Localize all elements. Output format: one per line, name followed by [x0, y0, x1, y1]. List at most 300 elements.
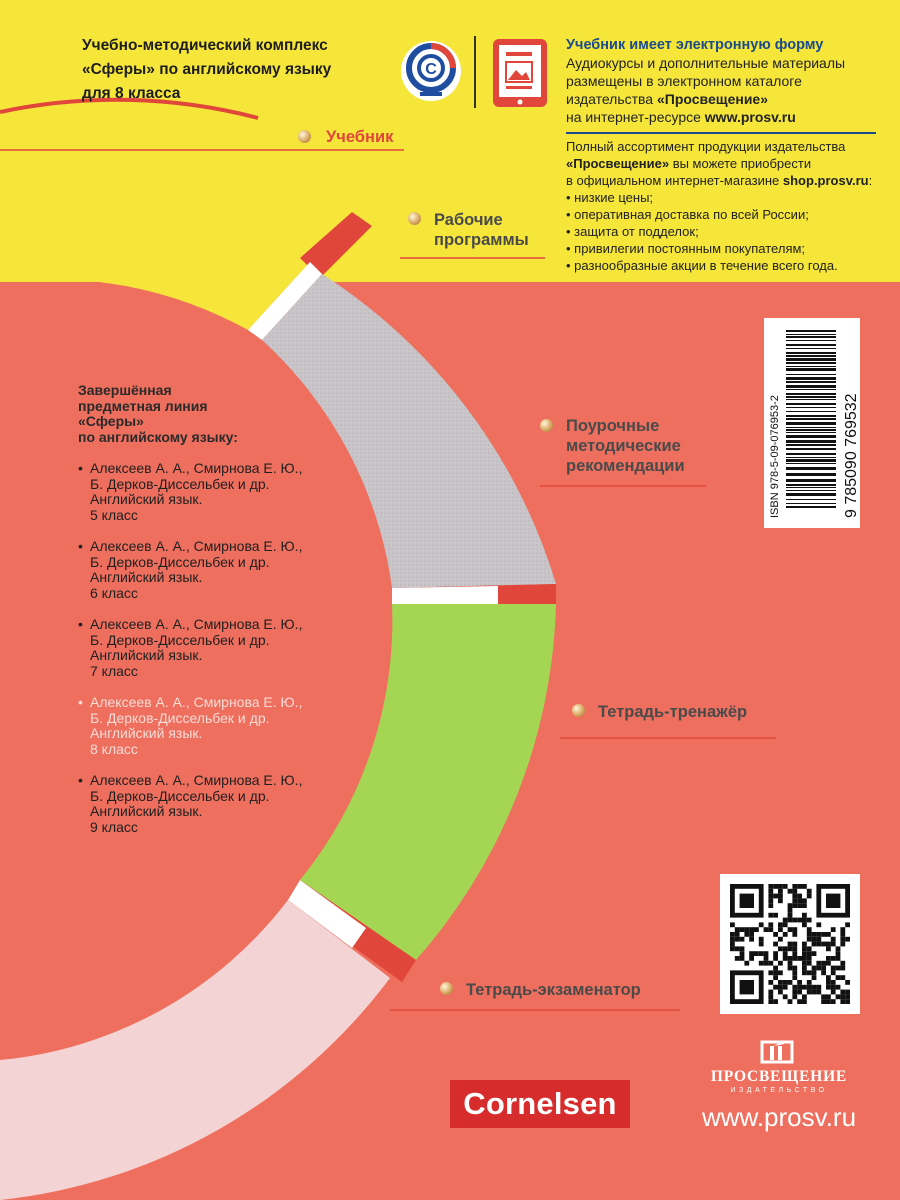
qr-cell — [831, 999, 836, 1004]
barcode-bar — [786, 374, 836, 375]
barcode-bar — [786, 467, 836, 470]
barcode-bar — [786, 336, 836, 338]
barcode-bar — [786, 366, 836, 367]
label-programs-line1: Рабочие — [434, 211, 503, 229]
qr-cell — [773, 999, 778, 1004]
qr-cell — [840, 990, 845, 995]
electronic-line2: размещены в электронном каталоге — [566, 73, 802, 89]
qr-cell — [831, 980, 836, 985]
qr-cell — [821, 966, 826, 971]
qr-cell — [821, 999, 826, 1004]
kit-title-line1: Учебно-методический комплекс — [82, 37, 328, 54]
qr-cell — [759, 937, 764, 942]
qr-cell — [836, 946, 841, 951]
shop-benefit: • низкие цены; — [566, 189, 896, 206]
qr-cell — [754, 951, 759, 956]
bullet-dot-icon — [408, 212, 421, 225]
barcode-bar — [786, 355, 836, 357]
qr-cell — [807, 956, 812, 961]
qr-cell — [764, 927, 769, 932]
qr-cell — [773, 951, 778, 956]
qr-cell — [792, 898, 797, 903]
qr-cell — [802, 985, 807, 990]
series-title-line1: Завершённая — [78, 382, 172, 398]
electronic-line4-prefix: на интернет-ресурсе — [566, 109, 705, 125]
electronic-url[interactable]: www.prosv.ru — [704, 109, 796, 125]
qr-cell — [797, 903, 802, 908]
shop-url[interactable]: shop.prosv.ru — [782, 173, 869, 188]
barcode-bar — [786, 473, 836, 476]
qr-cell — [831, 970, 836, 975]
white-gap-2 — [392, 586, 498, 604]
qr-cell — [773, 932, 778, 937]
qr-cell — [816, 937, 821, 942]
qr-cell — [812, 970, 817, 975]
info-divider — [566, 132, 876, 134]
barcode-bar — [786, 411, 836, 412]
barcode-bar — [786, 415, 836, 417]
barcode-bar — [786, 368, 836, 371]
barcode-bar — [786, 499, 836, 500]
book-authors: • Алексеев А. А., Смирнова Е. Ю., — [90, 772, 303, 788]
qr-cell — [735, 932, 740, 937]
qr-cell — [797, 990, 802, 995]
qr-cell — [836, 951, 841, 956]
barcode-bar — [786, 403, 836, 405]
qr-cell — [797, 956, 802, 961]
qr-cell — [788, 946, 793, 951]
qr-cell — [812, 937, 817, 942]
qr-cell — [768, 898, 773, 903]
barcode-bar — [786, 490, 836, 491]
electronic-form-info — [566, 36, 886, 126]
qr-cell — [821, 994, 826, 999]
book-subject: Английский язык. — [90, 491, 203, 507]
book-authors-2: Б. Дерков-Диссельбек и др. — [90, 475, 270, 492]
qr-cell — [759, 951, 764, 956]
kit-title-line2: «Сферы» по английскому языку — [82, 61, 332, 78]
isbn-digits: 9 785090 769532 — [843, 393, 860, 518]
svg-text:С: С — [425, 61, 437, 78]
qr-cell — [735, 927, 740, 932]
qr-cell — [840, 966, 845, 971]
barcode-bar — [786, 399, 836, 400]
qr-cell — [807, 980, 812, 985]
barcode-bar — [786, 479, 836, 482]
qr-cell — [802, 942, 807, 947]
qr-cell — [730, 946, 735, 951]
qr-cell — [826, 975, 831, 980]
isbn-text: ISBN 978-5-09-076953-2 — [769, 395, 781, 518]
qr-cell — [773, 970, 778, 975]
qr-finder — [826, 894, 840, 908]
qr-cell — [836, 985, 841, 990]
qr-cell — [749, 951, 754, 956]
series-title-line2: предметная линия — [78, 397, 208, 414]
qr-cell — [797, 985, 802, 990]
bullet-dot-icon — [298, 130, 311, 143]
qr-cell — [807, 970, 812, 975]
qr-cell — [821, 932, 826, 937]
book-authors-2: Б. Дерков-Диссельбек и др. — [90, 553, 270, 570]
qr-cell — [788, 913, 793, 918]
qr-code[interactable] — [720, 874, 860, 1014]
qr-cell — [826, 956, 831, 961]
qr-cell — [783, 985, 788, 990]
qr-cell — [816, 990, 821, 995]
barcode-bar — [786, 457, 836, 458]
qr-cell — [807, 961, 812, 966]
qr-cell — [845, 994, 850, 999]
qr-cell — [802, 951, 807, 956]
qr-cell — [778, 894, 783, 899]
qr-cell — [826, 985, 831, 990]
book-grade: 9 класс — [90, 818, 138, 835]
qr-cell — [744, 927, 749, 932]
qr-cell — [797, 898, 802, 903]
qr-cell — [816, 966, 821, 971]
electronic-form-title: Учебник имеет электронную форму — [566, 37, 824, 53]
barcode-bar — [786, 432, 836, 433]
qr-cell — [768, 990, 773, 995]
book-grade: 8 класс — [90, 740, 138, 757]
qr-cell — [778, 884, 783, 889]
qr-cell — [792, 970, 797, 975]
qr-cell — [783, 922, 788, 927]
qr-cell — [744, 961, 749, 966]
qr-cell — [778, 898, 783, 903]
barcode-bar — [786, 503, 836, 504]
qr-cell — [773, 975, 778, 980]
book-authors: • Алексеев А. А., Смирнова Е. Ю., — [90, 460, 303, 476]
electronic-publisher-name: «Просвещение» — [657, 91, 768, 107]
qr-cell — [826, 932, 831, 937]
barcode-bar — [786, 330, 836, 332]
qr-cell — [792, 966, 797, 971]
qr-cell — [792, 985, 797, 990]
qr-cell — [754, 927, 759, 932]
qr-cell — [730, 937, 735, 942]
qr-cell — [845, 922, 850, 927]
barcode-bar — [786, 459, 836, 462]
qr-cell — [840, 927, 845, 932]
qr-cell — [840, 999, 845, 1004]
barcode-bar — [786, 435, 836, 438]
qr-cell — [773, 985, 778, 990]
isbn-barcode — [764, 318, 860, 528]
qr-cell — [792, 903, 797, 908]
qr-cell — [792, 884, 797, 889]
qr-cell — [802, 918, 807, 923]
qr-cell — [812, 942, 817, 947]
shop-line1: Полный ассортимент продукции издательства — [566, 139, 846, 154]
header-divider — [474, 36, 476, 108]
qr-cell — [831, 990, 836, 995]
shop-info — [566, 138, 896, 274]
book-grade: 5 класс — [90, 506, 138, 523]
qr-cell — [845, 980, 850, 985]
barcode-bar — [786, 440, 836, 443]
barcode-bar — [786, 358, 836, 361]
publisher-name: ПРОСВЕЩЕНИЕ — [710, 1068, 848, 1085]
label-programs — [434, 210, 529, 250]
segment-examiner — [0, 900, 390, 1200]
book-authors: • Алексеев А. А., Смирнова Е. Ю., — [90, 616, 303, 632]
qr-cell — [749, 956, 754, 961]
qr-cell — [821, 961, 826, 966]
qr-cell — [797, 918, 802, 923]
qr-cell — [778, 970, 783, 975]
qr-cell — [802, 994, 807, 999]
qr-cell — [735, 956, 740, 961]
shop-benefit: • защита от подделок; — [566, 223, 896, 240]
qr-cell — [768, 913, 773, 918]
publisher-url[interactable]: www.prosv.ru — [701, 1102, 857, 1132]
qr-cell — [730, 942, 735, 947]
qr-cell — [783, 884, 788, 889]
qr-cell — [749, 937, 754, 942]
barcode-bar — [786, 348, 836, 349]
shop-line2-rest: вы можете приобрести — [669, 156, 812, 171]
qr-cell — [836, 966, 841, 971]
qr-cell — [807, 894, 812, 899]
label-recommendations-line1: Поурочные — [566, 417, 660, 435]
qr-cell — [788, 980, 793, 985]
qr-finder — [740, 980, 754, 994]
shop-benefits-list — [566, 189, 896, 274]
qr-cell — [807, 946, 812, 951]
qr-cell — [778, 946, 783, 951]
qr-cell — [768, 994, 773, 999]
qr-cell — [783, 946, 788, 951]
qr-cell — [759, 922, 764, 927]
qr-cell — [792, 894, 797, 899]
qr-cell — [816, 922, 821, 927]
qr-cell — [802, 903, 807, 908]
barcode-bar — [786, 407, 836, 408]
kit-title-line3: для 8 класса — [82, 85, 181, 102]
qr-cell — [826, 946, 831, 951]
barcode-bar — [786, 340, 836, 341]
barcode-bar — [786, 453, 836, 455]
shop-line3-suffix: : — [868, 173, 873, 188]
qr-cell — [826, 994, 831, 999]
shop-line3-prefix: в официальном интернет-магазине — [566, 173, 783, 188]
qr-cell — [807, 927, 812, 932]
qr-cell — [826, 942, 831, 947]
qr-cell — [826, 980, 831, 985]
qr-cell — [797, 894, 802, 899]
qr-cell — [816, 942, 821, 947]
label-recommendations-line2: методические — [566, 437, 681, 455]
qr-cell — [792, 927, 797, 932]
book-grade: 7 класс — [90, 662, 138, 679]
qr-cell — [768, 961, 773, 966]
qr-cell — [768, 970, 773, 975]
qr-cell — [802, 956, 807, 961]
book-subject: Английский язык. — [90, 569, 203, 585]
qr-cell — [831, 927, 836, 932]
qr-cell — [807, 918, 812, 923]
book-authors-2: Б. Дерков-Диссельбек и др. — [90, 709, 270, 726]
qr-cell — [788, 908, 793, 913]
barcode-bar — [786, 389, 836, 390]
qr-cell — [768, 999, 773, 1004]
qr-cell — [802, 884, 807, 889]
book-grade: 6 класс — [90, 584, 138, 601]
qr-cell — [768, 903, 773, 908]
bullet-dot-icon — [440, 982, 453, 995]
label-examiner: Тетрадь-экзаменатор — [466, 981, 641, 999]
qr-cell — [802, 961, 807, 966]
qr-cell — [797, 980, 802, 985]
qr-cell — [797, 999, 802, 1004]
qr-cell — [792, 975, 797, 980]
barcode-bar — [786, 429, 836, 431]
qr-cell — [812, 932, 817, 937]
tablet-icon — [492, 38, 548, 108]
qr-cell — [764, 956, 769, 961]
qr-cell — [826, 961, 831, 966]
qr-cell — [740, 937, 745, 942]
barcode-bar — [786, 334, 836, 335]
qr-cell — [816, 985, 821, 990]
qr-cell — [788, 918, 793, 923]
qr-cell — [792, 951, 797, 956]
qr-cell — [740, 946, 745, 951]
qr-cell — [840, 942, 845, 947]
qr-cell — [768, 894, 773, 899]
barcode-bar — [786, 396, 836, 398]
qr-cell — [792, 946, 797, 951]
barcode-bar — [786, 381, 836, 383]
qr-cell — [768, 980, 773, 985]
qr-cell — [826, 999, 831, 1004]
qr-cell — [840, 932, 845, 937]
book-authors-2: Б. Дерков-Диссельбек и др. — [90, 787, 270, 804]
electronic-line1: Аудиокурсы и дополнительные материалы — [566, 55, 846, 71]
electronic-line4 — [566, 108, 886, 126]
qr-cell — [807, 951, 812, 956]
barcode-bar — [786, 484, 836, 486]
qr-cell — [768, 922, 773, 927]
series-title — [78, 383, 378, 445]
qr-cell — [788, 966, 793, 971]
qr-cell — [783, 918, 788, 923]
qr-cell — [845, 999, 850, 1004]
barcode-bar — [786, 487, 836, 488]
series-book-8 — [78, 695, 378, 757]
barcode-bar — [786, 344, 836, 346]
qr-cell — [764, 961, 769, 966]
qr-cell — [759, 942, 764, 947]
qr-cell — [836, 975, 841, 980]
qr-cell — [740, 951, 745, 956]
barcode-bar — [786, 352, 836, 354]
qr-cell — [807, 889, 812, 894]
barcode-bar — [786, 385, 836, 388]
qr-cell — [744, 932, 749, 937]
qr-cell — [773, 894, 778, 899]
qr-cell — [816, 961, 821, 966]
spheres-logo-icon — [398, 38, 464, 104]
label-trainer: Тетрадь-тренажёр — [598, 703, 748, 721]
barcode-bar — [786, 377, 836, 380]
qr-cell — [812, 966, 817, 971]
qr-cell — [831, 942, 836, 947]
barcode-bar — [786, 422, 836, 425]
barcode-bar — [786, 362, 836, 364]
qr-cell — [788, 999, 793, 1004]
series-title-line3: «Сферы» — [78, 413, 144, 429]
publisher-subtitle: ИЗДАТЕЛЬСТВО — [730, 1087, 828, 1094]
label-recommendations-line3: рекомендации — [566, 457, 685, 475]
qr-cell — [802, 922, 807, 927]
qr-cell — [768, 884, 773, 889]
qr-cell — [788, 961, 793, 966]
label-recommendations — [566, 416, 685, 476]
qr-cell — [759, 961, 764, 966]
label-programs-line2: программы — [434, 231, 529, 249]
qr-cell — [812, 990, 817, 995]
shop-benefit: • разнообразные акции в течение всего года. — [566, 257, 896, 274]
qr-cell — [783, 994, 788, 999]
qr-cell — [778, 990, 783, 995]
qr-cell — [807, 937, 812, 942]
qr-cell — [821, 970, 826, 975]
qr-code-icon — [720, 874, 860, 1014]
qr-cell — [778, 980, 783, 985]
shop-benefit: • оперативная доставка по всей России; — [566, 206, 896, 223]
series-book-7 — [78, 617, 378, 679]
qr-cell — [730, 922, 735, 927]
series-book-5 — [78, 461, 378, 523]
qr-cell — [792, 956, 797, 961]
qr-cell — [773, 956, 778, 961]
barcode-bar — [786, 506, 836, 508]
bullet-dot-icon — [572, 704, 585, 717]
electronic-line3 — [566, 90, 886, 108]
barcode-bar — [786, 444, 836, 446]
qr-cell — [840, 994, 845, 999]
book-authors: • Алексеев А. А., Смирнова Е. Ю., — [90, 538, 303, 554]
qr-cell — [831, 985, 836, 990]
qr-cell — [768, 889, 773, 894]
qr-cell — [783, 956, 788, 961]
qr-cell — [812, 985, 817, 990]
barcode-bar — [786, 427, 836, 428]
qr-cell — [764, 951, 769, 956]
qr-cell — [831, 956, 836, 961]
barcode-bar — [786, 448, 836, 450]
kit-title — [82, 34, 331, 106]
qr-cell — [792, 994, 797, 999]
qr-cell — [788, 942, 793, 947]
qr-cell — [836, 956, 841, 961]
qr-cell — [773, 884, 778, 889]
qr-cell — [773, 942, 778, 947]
qr-cell — [816, 932, 821, 937]
shop-benefit: • привилегии постоянным покупателям; — [566, 240, 896, 257]
book-subject: Английский язык. — [90, 725, 203, 741]
bullet-dot-icon — [540, 419, 553, 432]
qr-cell — [802, 966, 807, 971]
qr-cell — [778, 922, 783, 927]
shop-line3 — [566, 172, 896, 189]
barcode-icon — [764, 318, 860, 528]
qr-cell — [845, 937, 850, 942]
qr-cell — [778, 889, 783, 894]
